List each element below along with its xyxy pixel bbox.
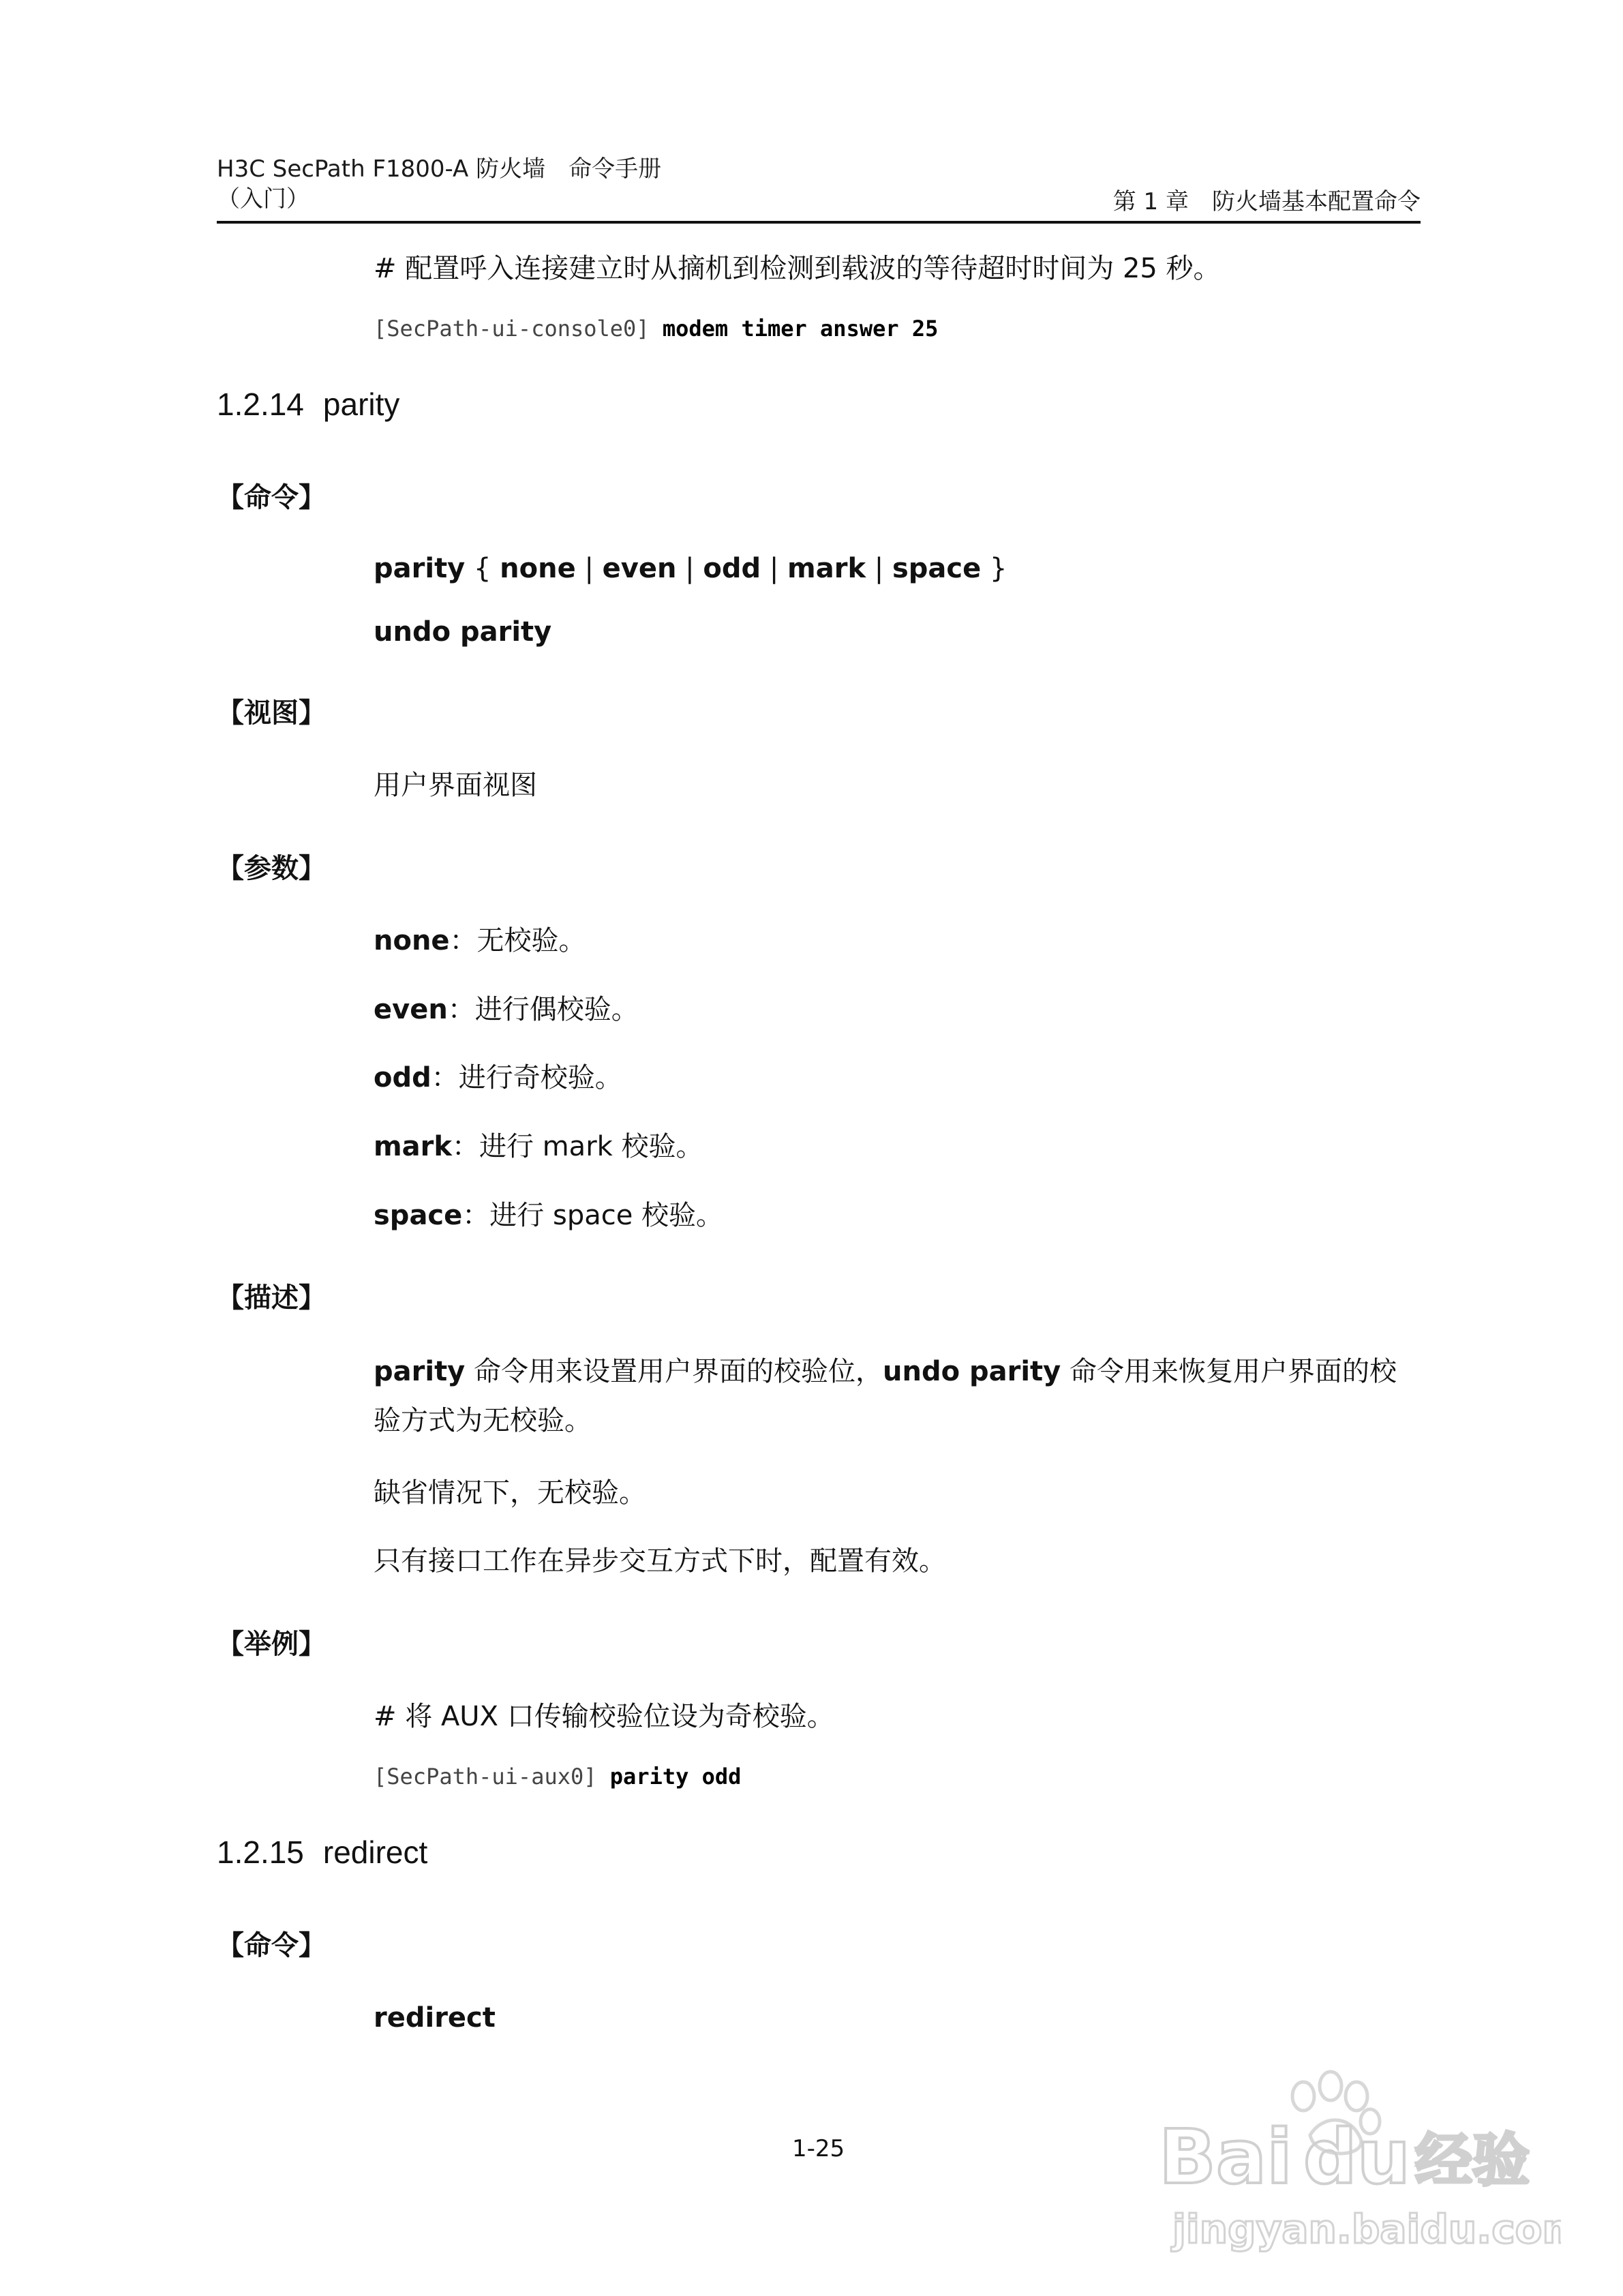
- default-text: 缺省情况下，无校验。: [374, 1477, 646, 1509]
- syntax-option: space: [892, 553, 982, 584]
- description-paragraph: [374, 1347, 1416, 1445]
- cli-prompt: [SecPath-ui-aux0]: [374, 1764, 597, 1789]
- undo-syntax: undo parity: [374, 616, 552, 648]
- section-heading-redirect: [217, 1834, 427, 1871]
- param-item: [374, 1061, 622, 1094]
- label-params: 【参数】: [217, 853, 326, 884]
- label-description: 【描述】: [217, 1282, 326, 1314]
- desc-keyword: parity: [374, 1356, 466, 1387]
- page-number: 1-25: [792, 2135, 845, 2162]
- cli-command: modem timer answer 25: [662, 316, 939, 342]
- syntax-separator: |: [769, 553, 779, 584]
- syntax-option: none: [500, 553, 576, 584]
- svg-text:经验: 经验: [1415, 2127, 1530, 2194]
- syntax-separator: |: [584, 553, 594, 584]
- label-command: 【命令】: [217, 1930, 326, 1961]
- desc-text: 命令用来设置用户界面的校验位，: [465, 1356, 883, 1387]
- doc-title: H3C SecPath F1800-A 防火墙 命令手册: [217, 155, 662, 183]
- param-item: [374, 993, 639, 1026]
- param-name: none: [374, 925, 450, 956]
- label-example: 【举例】: [217, 1629, 326, 1660]
- doc-subtitle: （入门）: [217, 185, 309, 213]
- desc-keyword: undo parity: [882, 1356, 1061, 1387]
- note-text: 只有接口工作在异步交互方式下时，配置有效。: [374, 1545, 946, 1577]
- param-name: space: [374, 1200, 463, 1231]
- param-name: odd: [374, 1062, 431, 1093]
- syntax-option: odd: [703, 553, 761, 584]
- baidu-jingyan-watermark: [1152, 2059, 1561, 2263]
- param-name: even: [374, 994, 448, 1025]
- syntax-keyword: parity: [374, 553, 466, 584]
- section-heading-parity: [217, 386, 399, 423]
- example-comment: # 将 AUX 口传输校验位设为奇校验。: [374, 1701, 834, 1732]
- header-divider: [217, 221, 1421, 224]
- syntax-option: even: [602, 553, 677, 584]
- example-comment: # 配置呼入连接建立时从摘机到检测到载波的等待超时时间为 25 秒。: [374, 253, 1221, 284]
- chapter-title: 第 1 章 防火墙基本配置命令: [1112, 188, 1421, 215]
- baidu-paw-logo: [1152, 2059, 1561, 2263]
- label-command: 【命令】: [217, 482, 326, 513]
- syntax-brace-close: }: [989, 553, 1007, 584]
- section-title: parity: [322, 387, 400, 422]
- code-line: [374, 1763, 741, 1790]
- param-desc: ：进行奇校验。: [431, 1062, 622, 1093]
- label-view: 【视图】: [217, 697, 326, 729]
- param-item: [374, 1199, 723, 1232]
- svg-text:Bai: Bai: [1159, 2113, 1292, 2201]
- syntax-brace-open: {: [473, 553, 491, 584]
- param-desc: ：无校验。: [449, 925, 586, 956]
- cli-prompt: [SecPath-ui-console0]: [374, 316, 650, 342]
- section-number: 1.2.14: [217, 387, 304, 422]
- cli-command: parity odd: [609, 1764, 742, 1789]
- param-desc: ：进行 mark 校验。: [452, 1131, 703, 1162]
- param-name: mark: [374, 1131, 452, 1162]
- syntax-separator: |: [685, 553, 695, 584]
- param-desc: ：进行偶校验。: [447, 994, 639, 1025]
- param-item: [374, 1130, 703, 1163]
- section-title: redirect: [322, 1834, 428, 1870]
- command-syntax: [374, 552, 1007, 585]
- svg-text:jingyan.baidu.com: jingyan.baidu.com: [1172, 2206, 1561, 2252]
- svg-text:du: du: [1303, 2113, 1411, 2201]
- param-item: [374, 924, 586, 957]
- desc-text: 命令用来恢复用户界面的校验方式为无校验。: [374, 1356, 1397, 1436]
- code-line: [374, 315, 938, 342]
- syntax-separator: |: [874, 553, 884, 584]
- param-desc: ：进行 space 校验。: [462, 1200, 724, 1231]
- syntax-option: mark: [787, 553, 866, 584]
- view-text: 用户界面视图: [374, 770, 537, 801]
- command-syntax: redirect: [374, 2002, 496, 2034]
- section-number: 1.2.15: [217, 1834, 304, 1870]
